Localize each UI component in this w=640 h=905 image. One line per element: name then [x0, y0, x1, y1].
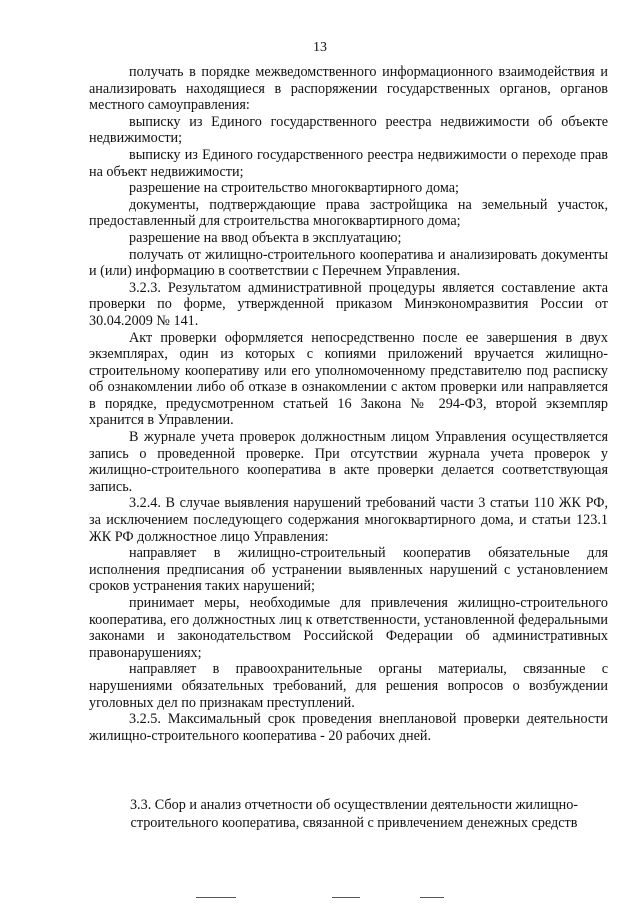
paragraph: документы, подтверждающие права застройщика на земельный участок, предоставленный для строительства многоквартирного дома;	[89, 196, 608, 230]
scan-artifact	[196, 897, 236, 898]
paragraph: направляет в правоохранительные органы материалы, связанные с нарушениями обязательных требований, для решения вопросов о возбуждении уголовных дел по признакам преступлений.	[89, 661, 608, 711]
paragraph: 3.2.5. Максимальный срок проведения внеплановой проверки деятельности жилищно-строительного кооператива - 20 рабочих дней.	[89, 711, 608, 744]
body-text	[89, 64, 608, 744]
scan-artifact	[420, 897, 444, 898]
paragraph: выписку из Единого государственного реестра недвижимости об объекте недвижимости;	[89, 113, 608, 147]
paragraph: выписку из Единого государственного реестра недвижимости о переходе прав на объект недвижимости;	[89, 146, 608, 180]
paragraph: разрешение на строительство многоквартирного дома;	[129, 180, 459, 197]
paragraph: В журнале учета проверок должностным лицом Управления осуществляется запись о проведенной проверке. При отсутствии журнала учета проверок у жилищно-строительного кооператива в акте проверки делается соответствующая запись.	[89, 429, 608, 495]
paragraph: Акт проверки оформляется непосредственно после ее завершения в двух экземплярах, один из которых с копиями приложений вручается жилищно-строительному кооперативу или его уполномоченному представителю под расписку об ознакомлении либо об отказе в ознакомлении с актом проверки или направляется в порядке, предусмотренном статьей 16 Закона № 294-ФЗ, второй экземпляр хранится в Управлении.	[89, 329, 608, 429]
paragraph: направляет в жилищно-строительный кооператив обязательные для исполнения предписания об устранении выявленных нарушений с установлением сроков устранения таких нарушений;	[89, 545, 608, 595]
paragraph: 3.2.3. Результатом административной процедуры является составление акта проверки по форме, утвержденной приказом Минэкономразвития России от 30.04.2009 № 141.	[89, 279, 608, 329]
paragraph: получать от жилищно-строительного кооператива и анализировать документы и (или) информацию в соответствии с Перечнем Управления.	[89, 246, 608, 280]
paragraph: 3.2.4. В случае выявления нарушений требований части 3 статьи 110 ЖК РФ, за исключением последующего содержания многоквартирного дома, и статьи 123.1 ЖК РФ должностное лицо Управления:	[89, 495, 608, 545]
scan-artifact	[332, 897, 360, 898]
paragraph: принимает меры, необходимые для привлечения жилищно-строительного кооператива, его должностных лиц к ответственности, установленной федеральными законами и законодательством Российской Федерации об административных правонарушениях;	[89, 595, 608, 661]
section-heading: 3.3. Сбор и анализ отчетности об осуществлении деятельности жилищно-строительного кооператива, связанной с привлечением денежных средств	[129, 797, 579, 831]
page-number: 13	[313, 40, 327, 55]
paragraph: разрешение на ввод объекта в эксплуатацию;	[129, 229, 402, 246]
paragraph: получать в порядке межведомственного информационного взаимодействия и анализировать находящиеся в распоряжении государственных органов, органов местного самоуправления:	[89, 64, 608, 114]
